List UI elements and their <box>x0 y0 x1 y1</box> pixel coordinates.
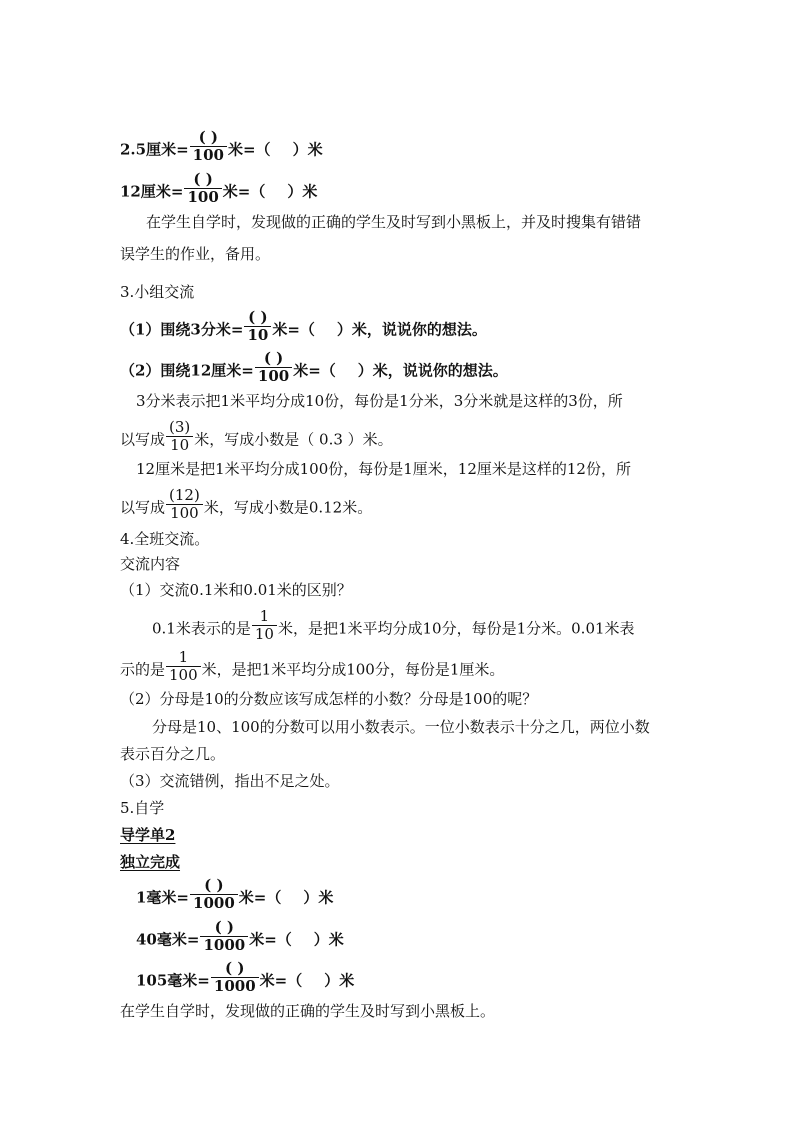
section-5-heading: 5.自学 <box>120 799 165 817</box>
fraction-numerator: ( ) <box>263 349 284 367</box>
fraction <box>200 919 248 954</box>
fraction <box>166 649 201 684</box>
exercise-right: ）米，说说你的想法。 <box>336 320 487 339</box>
fraction <box>211 960 259 995</box>
teacher-note-line1: 在学生自学时，发现做的正确的学生及时写到小黑板上，并及时搜集有错错 <box>146 213 642 231</box>
exercise-left: 40毫米= <box>136 930 200 949</box>
text: 米，写成小数是0.12米。 <box>203 498 373 517</box>
text: 0.1米表示的是 <box>152 619 251 638</box>
exercise-right: ）米 <box>303 888 334 907</box>
fraction-denominator: 1000 <box>190 894 238 912</box>
exercise-105mm <box>136 959 355 999</box>
exercise-2-5cm <box>120 128 323 168</box>
fraction <box>190 877 238 912</box>
fraction-numerator: 1 <box>178 648 189 666</box>
fraction-numerator: ( ) <box>248 308 268 326</box>
fraction-numerator: ( ) <box>225 959 245 977</box>
exercise-left: 105毫米= <box>136 971 210 990</box>
text: 以写成 <box>120 430 166 449</box>
exercise-right: ）米 <box>292 140 323 159</box>
fraction-denominator: 100 <box>166 504 203 522</box>
independent-work-title: 独立完成 <box>120 853 181 871</box>
fraction-denominator: 10 <box>244 326 271 344</box>
fraction-numerator: ( ) <box>198 128 219 146</box>
closing-note: 在学生自学时，发现做的正确的学生及时写到小黑板上。 <box>120 1002 496 1020</box>
fraction-denominator: 100 <box>184 188 221 206</box>
section-3-heading: 3.小组交流 <box>120 283 195 301</box>
fraction-denominator: 100 <box>166 666 201 684</box>
exercise-right: ）米 <box>287 182 318 201</box>
section-4-question-2: （2）分母是10的分数应该写成怎样的小数？分母是100的呢？ <box>120 690 538 708</box>
discussion-question-2 <box>120 349 508 389</box>
exercise-left: 1毫米= <box>136 888 190 907</box>
section-4-question-3: （3）交流错例，指出不足之处。 <box>120 772 340 790</box>
exercise-mid: 米=（ <box>293 361 336 380</box>
exercise-mid: 米=（ <box>249 930 292 949</box>
answer-2-line1: 12厘米是把1米平均分成100份，每份是1厘米，12厘米是这样的12份，所 <box>136 460 631 478</box>
exercise-mid: 米=（ <box>227 140 271 159</box>
fraction-denominator: 100 <box>255 367 292 385</box>
answer-2-line2 <box>120 486 373 526</box>
teacher-note-line2: 误学生的作业，备用。 <box>120 245 271 263</box>
section-4-answer-1-line2 <box>120 648 505 688</box>
fraction <box>166 419 193 454</box>
answer-1-line2 <box>120 418 393 458</box>
exercise-left: 12厘米= <box>120 182 184 201</box>
fraction-denominator: 1000 <box>211 977 259 995</box>
exercise-right: ）米 <box>324 971 355 990</box>
fraction-numerator: (3) <box>169 418 191 436</box>
guide-sheet-title: 导学单2 <box>120 826 176 844</box>
fraction <box>184 171 221 206</box>
exercise-12cm <box>120 170 318 210</box>
fraction-numerator: ( ) <box>193 170 213 188</box>
text: 米，是把1米平均分成100分，每份是1厘米。 <box>201 660 505 679</box>
fraction <box>244 309 271 344</box>
section-4-question-1: （1）交流0.1米和0.01米的区别？ <box>120 581 352 599</box>
fraction-denominator: 100 <box>190 146 227 164</box>
text: 以写成 <box>120 498 166 517</box>
exercise-mid: 米=（ <box>259 971 303 990</box>
exercise-mid: 米=（ <box>238 888 282 907</box>
answer-1-line1: 3分米表示把1米平均分成10份，每份是1分米，3分米就是这样的3份，所 <box>136 392 623 410</box>
section-4-answer-2-line1: 分母是10、100的分数可以用小数表示。一位小数表示十分之几，两位小数 <box>152 718 650 736</box>
exercise-left: （1）围绕3分米= <box>120 320 244 339</box>
section-4-heading: 4.全班交流。 <box>120 530 210 548</box>
section-4-subheading: 交流内容 <box>120 555 181 573</box>
fraction-denominator: 1000 <box>200 936 248 954</box>
exercise-40mm <box>136 918 344 958</box>
exercise-1mm <box>136 876 334 916</box>
section-4-answer-1-line1 <box>152 607 635 647</box>
exercise-left: （2）围绕12厘米= <box>120 361 254 380</box>
text: 米，是把1米平均分成10分，每份是1分米。0.01米表 <box>277 619 635 638</box>
fraction <box>252 608 277 643</box>
text: 米，写成小数是（ 0.3 ）米。 <box>194 430 393 449</box>
fraction-numerator: (12) <box>169 486 200 504</box>
section-4-answer-2-line2: 表示百分之几。 <box>120 745 226 763</box>
text: 示的是 <box>120 660 166 679</box>
fraction-numerator: 1 <box>259 607 270 625</box>
fraction-denominator: 10 <box>166 436 193 454</box>
exercise-mid: 米=（ <box>222 182 266 201</box>
discussion-question-1 <box>120 308 487 348</box>
exercise-right: ）米 <box>313 930 344 949</box>
exercise-mid: 米=（ <box>272 320 315 339</box>
fraction-denominator: 10 <box>252 625 277 643</box>
fraction-numerator: ( ) <box>204 876 224 894</box>
fraction-numerator: ( ) <box>214 918 235 936</box>
fraction <box>190 129 227 164</box>
fraction <box>166 487 203 522</box>
exercise-left: 2.5厘米= <box>120 140 189 159</box>
exercise-right: ）米，说说你的想法。 <box>357 361 508 380</box>
fraction <box>255 350 292 385</box>
